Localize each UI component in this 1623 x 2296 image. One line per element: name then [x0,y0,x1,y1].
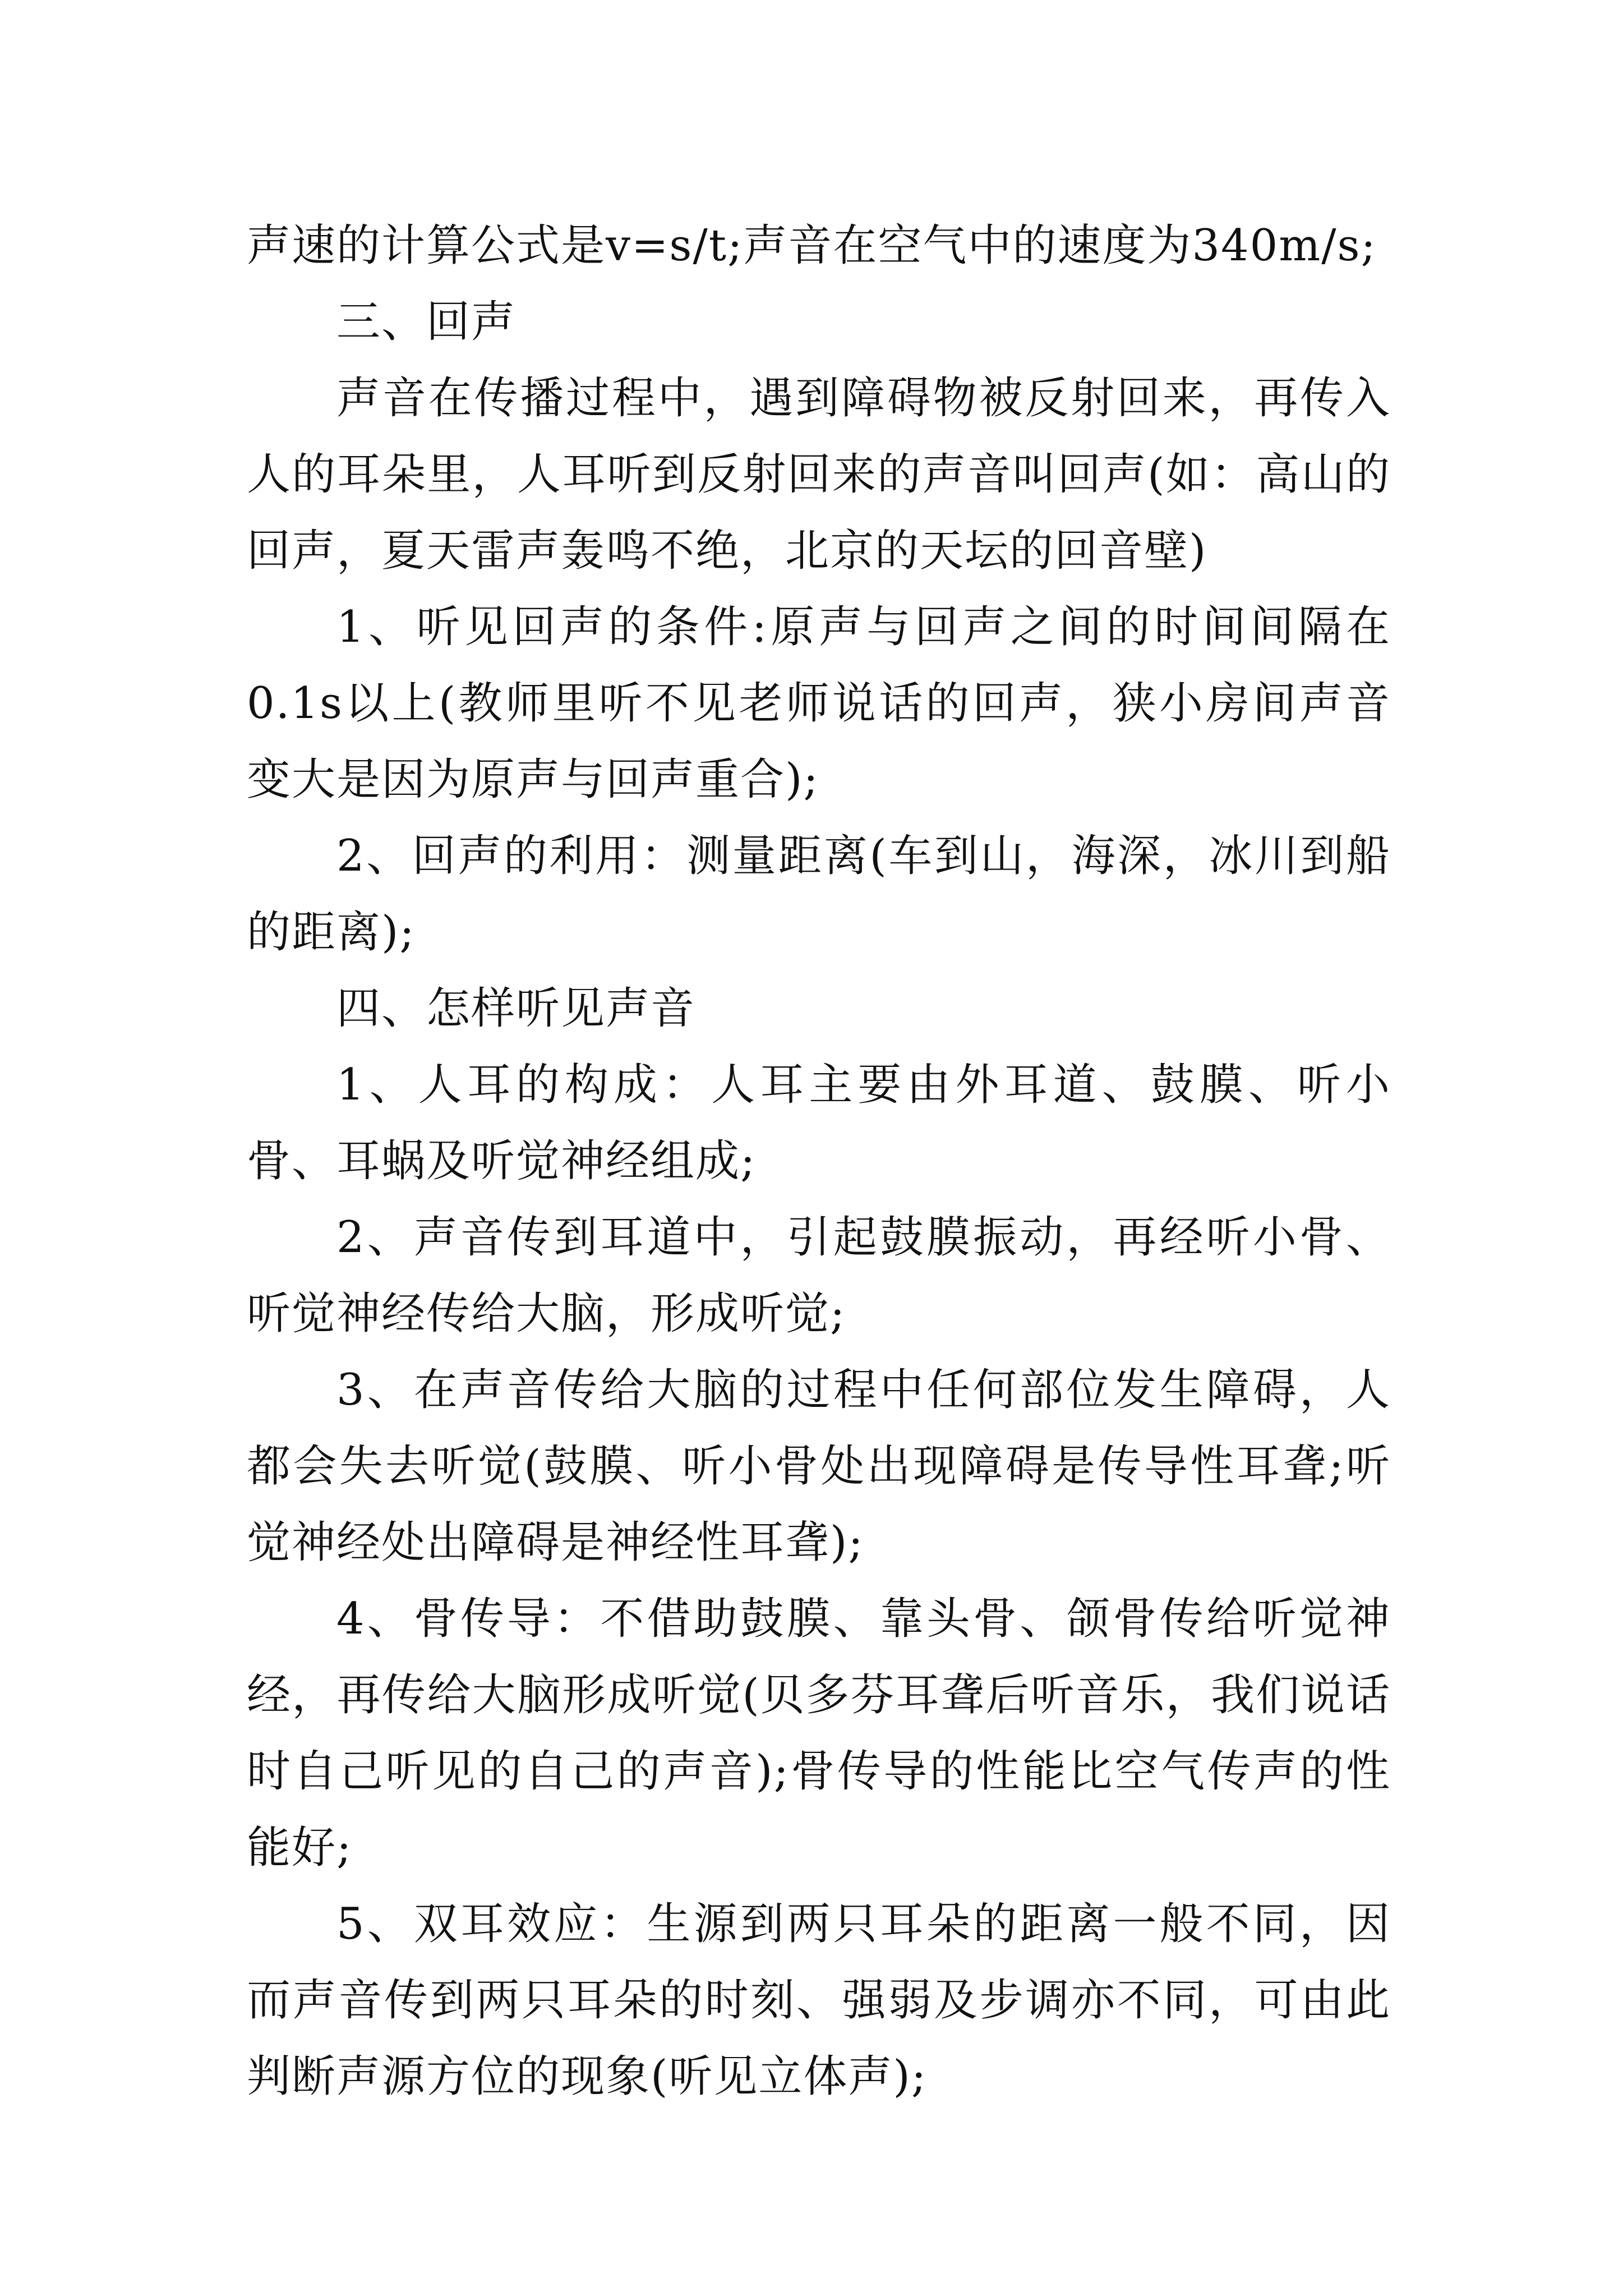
list-item-bone-conduction: 4、骨传导：不借助鼓膜、靠头骨、颌骨传给听觉神经，再传给大脑形成听觉(贝多芬耳聋后听音乐，我们说话时自己听见的自己的声音);骨传导的性能比空气传声的性能好; [247,1594,1391,1873]
paragraph-speed-formula: 声速的计算公式是v=s/t;声音在空气中的速度为340m/s; [247,220,1377,271]
document-body [247,208,1391,2115]
list-item-echo-condition: 1、听见回声的条件:原声与回声之间的时间间隔在0.1s以上(教师里听不见老师说话的回声，狭小房间声音变大是因为原声与回声重合); [247,602,1391,805]
paragraph-echo-definition: 声音在传播过程中，遇到障碍物被反射回来，再传入人的耳朵里，人耳听到反射回来的声音叫回声(如：高山的回声，夏天雷声轰鸣不绝，北京的天坛的回音壁) [247,373,1391,576]
section-heading-echo: 三、回声 [336,297,517,347]
list-item-hearing-process: 2、声音传到耳道中，引起鼓膜振动，再经听小骨、听觉神经传给大脑，形成听觉; [247,1212,1391,1339]
list-item-echo-use: 2、回声的利用：测量距离(车到山，海深，冰川到船的距离); [247,831,1391,958]
list-item-ear-structure: 1、人耳的构成：人耳主要由外耳道、鼓膜、听小骨、耳蜗及听觉神经组成; [247,1060,1391,1186]
list-item-binaural-effect: 5、双耳效应：生源到两只耳朵的距离一般不同，因而声音传到两只耳朵的时刻、强弱及步调亦不同，可由此判断声源方位的现象(听见立体声); [247,1899,1391,2102]
list-item-hearing-loss: 3、在声音传给大脑的过程中任何部位发生障碍，人都会失去听觉(鼓膜、听小骨处出现障碍是传导性耳聋;听觉神经处出障碍是神经性耳聋); [247,1365,1391,1568]
section-heading-hearing: 四、怎样听见声音 [336,983,696,1034]
